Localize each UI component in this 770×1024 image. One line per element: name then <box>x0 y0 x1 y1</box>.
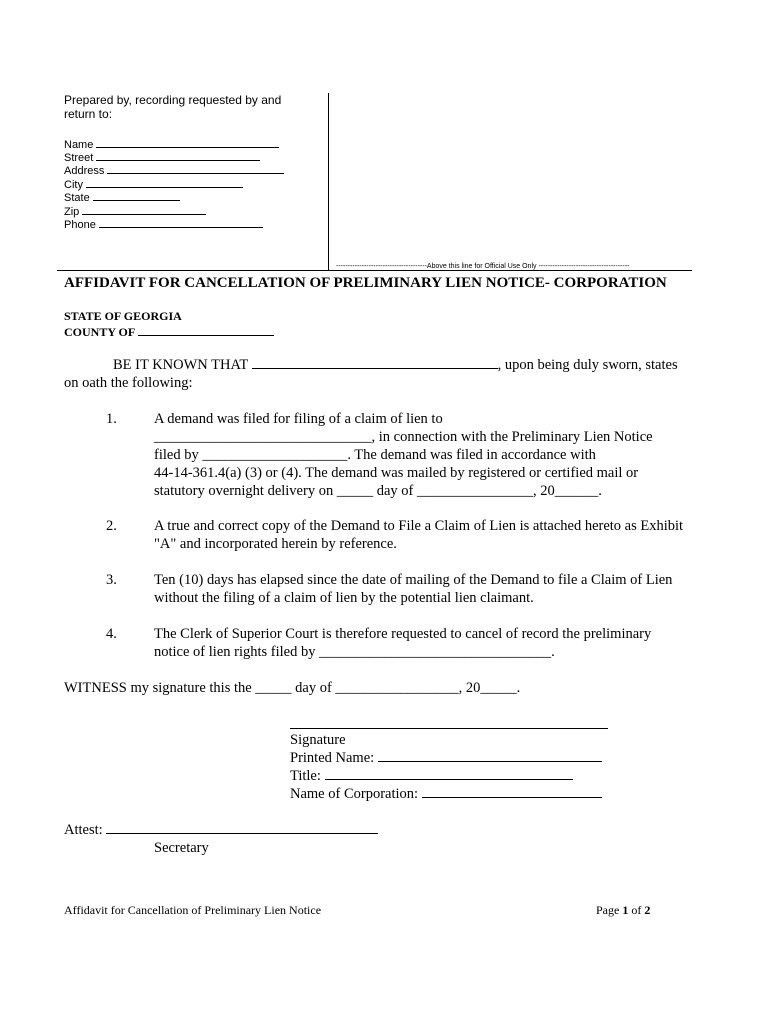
item-1-line-1: A demand was filed for filing of a claim of lien to <box>154 411 443 427</box>
page-number <box>596 903 650 917</box>
printed-name-line[interactable] <box>378 749 602 762</box>
item-2-number: 2. <box>106 518 117 534</box>
attest-role: Secretary <box>154 840 209 856</box>
item-3-line-1: Ten (10) days has elapsed since the date of mailing of the Demand to file a Claim of Lien <box>154 572 673 588</box>
recording-block <box>64 93 314 121</box>
intro-line-2: on oath the following: <box>64 375 193 391</box>
document-title: AFFIDAVIT FOR CANCELLATION OF PRELIMINARY LIEN NOTICE- CORPORATION <box>64 275 667 291</box>
attest-row <box>64 821 378 839</box>
item-1-line-2: ______________________________, in connection with the Preliminary Lien Notice <box>154 429 653 445</box>
vertical-divider <box>328 93 329 271</box>
recording-heading: Prepared by, recording requested by and return to: <box>64 93 282 121</box>
street-input-line[interactable] <box>96 150 260 161</box>
title-label: Title: <box>290 768 321 784</box>
official-use-divider <box>57 270 692 271</box>
item-2-line-2: "A" and incorporated herein by reference. <box>154 536 397 552</box>
page-current: 1 <box>622 903 629 917</box>
page-prefix: Page <box>596 903 623 917</box>
county-input-line[interactable] <box>138 325 274 336</box>
phone-field <box>64 217 263 232</box>
item-1-line-3: filed by ____________________. The demand was filed in accordance with <box>154 447 596 463</box>
zip-label: Zip <box>64 206 80 218</box>
name-input-line[interactable] <box>96 137 279 148</box>
item-1-line-5: statutory overnight delivery on _____ day of ________________, 20______. <box>154 483 602 499</box>
intro-start: BE IT KNOWN THAT <box>113 357 248 373</box>
witness-line: WITNESS my signature this the _____ day of _________________, 20_____. <box>64 680 521 696</box>
county-label: COUNTY OF <box>64 325 135 339</box>
corporation-row <box>290 785 602 803</box>
attest-signature-line[interactable] <box>106 821 378 834</box>
intro-line-1 <box>113 356 678 374</box>
address-label: Address <box>64 165 105 177</box>
item-4-line-2: notice of lien rights filed by ________________________________. <box>154 644 555 660</box>
phone-input-line[interactable] <box>99 217 263 228</box>
printed-name-label: Printed Name: <box>290 750 375 766</box>
item-3-line-2: without the filing of a claim of lien by the potential lien claimant. <box>154 590 534 606</box>
intro-end: , upon being duly sworn, states <box>497 357 678 373</box>
item-4-number: 4. <box>106 626 117 642</box>
zip-input-line[interactable] <box>82 204 206 215</box>
item-4-line-1: The Clerk of Superior Court is therefore requested to cancel of record the preliminary <box>154 626 652 642</box>
street-label: Street <box>64 152 94 164</box>
signature-label: Signature <box>290 732 346 748</box>
phone-label: Phone <box>64 219 96 231</box>
state-label: State <box>64 192 90 204</box>
page-of: of <box>628 903 645 917</box>
official-use-note: ---------------------------------------Above this line for Official Use Only --------------------------------------- <box>336 263 630 270</box>
printed-name-row <box>290 749 602 767</box>
city-input-line[interactable] <box>86 177 243 188</box>
county-line <box>64 324 274 340</box>
item-1-line-4: 44-14-361.4(a) (3) or (4). The demand was mailed by registered or certified mail or <box>154 465 639 481</box>
state-line: STATE OF GEORGIA <box>64 309 182 323</box>
address-field <box>64 163 284 178</box>
item-3-number: 3. <box>106 572 117 588</box>
item-1-number: 1. <box>106 411 117 427</box>
affiant-name-line[interactable] <box>252 356 498 369</box>
signature-line[interactable] <box>290 728 608 729</box>
title-input-line[interactable] <box>325 767 573 780</box>
title-row <box>290 767 573 785</box>
corporation-input-line[interactable] <box>422 785 602 798</box>
name-label: Name <box>64 139 94 151</box>
state-input-line[interactable] <box>93 190 180 201</box>
corporation-label: Name of Corporation: <box>290 786 419 802</box>
footer-title: Affidavit for Cancellation of Preliminary Lien Notice <box>64 903 322 917</box>
item-2-line-1: A true and correct copy of the Demand to File a Claim of Lien is attached hereto as Exhibit <box>154 518 684 534</box>
page-total: 2 <box>644 903 651 917</box>
address-input-line[interactable] <box>107 163 284 174</box>
attest-label: Attest: <box>64 822 103 838</box>
city-label: City <box>64 179 83 191</box>
state-field <box>64 190 180 205</box>
